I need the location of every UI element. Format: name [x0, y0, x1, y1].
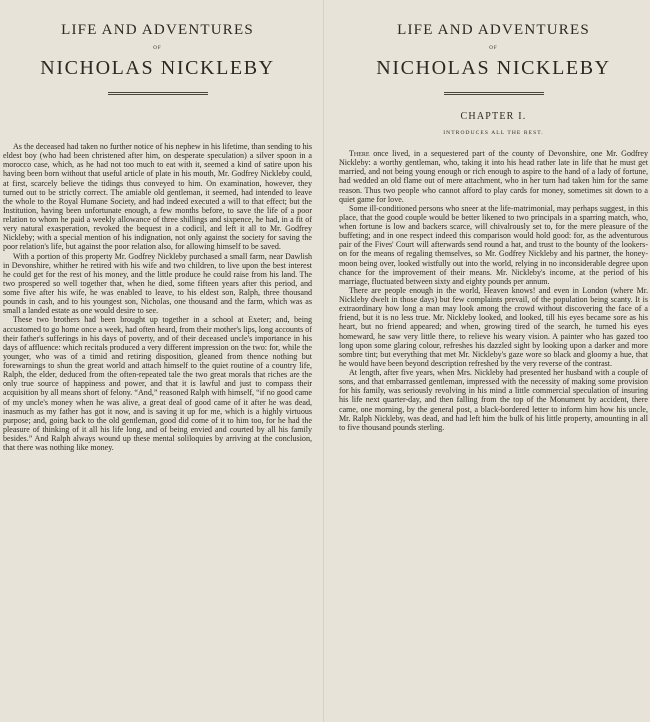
title-rule	[108, 92, 208, 95]
right-page-body	[339, 149, 648, 432]
page-gutter	[323, 0, 324, 722]
running-title: LIFE AND ADVENTURES	[397, 22, 590, 38]
opening-paragraph-text: once lived, in a sequestered part of the county of Devonshire, one Mr. Godfrey Nickleby: a worthy gentleman, who, taking it into his head rather late in life that he must get married, and not being young enough or rich enough to aspire to the hand of a lady of fortune, had wedded an old flame out of mere attachment, who in her turn had taken him for the same reason. Thus two people who cannot afford to play cards for money, sometimes sit down to a quiet game for love.	[339, 149, 648, 204]
chapter-subtitle: INTRODUCES ALL THE REST.	[443, 130, 544, 136]
left-page-body	[3, 142, 312, 452]
opening-word: There	[349, 149, 370, 158]
paragraph: Some ill-conditioned persons who sneer at the life-matrimonial, may perhaps suggest, in this place, that the good couple would be better likened to two principals in a sparring match, who, when fortune is low and backers scarce, will chivalrously set to, for the mere pleasure of the buffeting; and in one respect indeed this comparison would hold good: for, as the adventurous pair of the Fives' Court will afterwards send round a hat, and trust to the bounty of the lookers-on for the means of regaling themselves, so Mr. Godfrey Nickleby and his partner, the honey-moon being over, looked wistfully out into the world, relying in no inconsiderable degree upon chance for the improvement of their means. Mr. Nickleby's income, at the period of his marriage, fluctuated between sixty and eighty pounds per annum.	[339, 203, 648, 286]
running-title: LIFE AND ADVENTURES	[61, 22, 254, 38]
left-page	[3, 0, 312, 722]
paragraph: These two brothers had been brought up together in a school at Exeter; and, being accustomed to go home once a week, had often heard, from their mother's lips, long accounts of their father's sufferings in his days of poverty, and of their deceased uncle's importance in his days of affluence: which recitals produced a very different impression on the two: for, while the younger, who was of a timid and retiring disposition, gleaned from thence nothing but forewarnings to shun the great world and attach himself to the quiet routine of a country life, Ralph, the elder, deduced from the often-repeated tale the two great morals that riches are the only true source of happiness and power, and that it is lawful and just to compass their acquisition by all means short of felony. “And,” reasoned Ralph with himself, “if no good came of my uncle's money when he was alive, a great deal of good came of it after he was dead, inasmuch as my father has got it now, and is saving it up for me, which is a highly virtuous purpose; and, going back to the old gentleman, good did come of it to him too, for he had the pleasure of thinking of it all his life long, and of being envied and courted by all his family besides.” And Ralph always wound up these mental soliloquies by arriving at the conclusion, that there was nothing like money.	[3, 315, 312, 453]
paragraph: At length, after five years, when Mrs. Nickleby had presented her husband with a couple of sons, and that embarrassed gentleman, impressed with the necessity of making some provision for his family, was seriously revolving in his mind a little commercial speculation of insuring his life next quarter-day, and then falling from the top of the Monument by accident, there came, one morning, by the general post, a black-bordered letter to inform him how his uncle, Mr. Ralph Nickleby, was dead, and had left him the bulk of his little property, amounting in all to five thousand pounds sterling.	[339, 368, 648, 432]
opening-paragraph	[339, 149, 648, 204]
title-rule	[444, 92, 544, 95]
paragraph: There are people enough in the world, Heaven knows! and even in London (where Mr. Nickleby dwelt in those days) but few complaints prevail, of the population being scanty. It is extraordinary how long a man may look among the crowd without discovering the face of a friend, but it is no less true. Mr. Nickleby looked, and looked, till his eyes became sore as his heart, but no friend appeared; and when, growing tired of the search, he turned his eyes homeward, he saw very little there, to relieve his weary vision. A painter who has gazed too long upon some glaring colour, refreshes his dazzled sight by looking upon a darker and more sombre tint; but everything that met Mr. Nickleby's gaze wore so black and gloomy a hue, that he would have been beyond description refreshed by the very reverse of the contrast.	[339, 285, 648, 368]
running-title-name: NICHOLAS NICKLEBY	[376, 57, 611, 79]
right-page	[339, 0, 648, 722]
paragraph: As the deceased had taken no further notice of his nephew in his lifetime, than sending to his eldest boy (who had been christened after him, on desperate speculation) a silver spoon in a morocco case, which, as he had not too much to eat with it, seemed a kind of satire upon his having been born without that useful article of plate in his mouth, Mr. Godfrey Nickleby could, at first, scarcely believe the tidings thus conveyed to him. On examination, however, they turned out to be strictly correct. The amiable old gentleman, it seemed, had intended to leave the whole to the Royal Humane Society, and had indeed executed a will to that effect; but the Institution, having been unfortunate enough, a few months before, to save the life of a poor relation to whom he paid a weekly allowance of three shillings and sixpence, he had, in a fit of very natural exasperation, revoked the bequest in a codicil, and left it all to Mr. Godfrey Nickleby; with a special mention of his indignation, not only against the society for saving the poor relation's life, but against the poor relation also, for allowing himself to be saved.	[3, 142, 312, 252]
running-title-of: OF	[489, 46, 498, 51]
running-title-name: NICHOLAS NICKLEBY	[40, 57, 275, 79]
paragraph: With a portion of this property Mr. Godfrey Nickleby purchased a small farm, near Dawlish in Devonshire, whither he retired with his wife and two children, to live upon the best interest he could get for the rest of his money, and the little produce he could raise from his land. The two prospered so well together that, when he died, some fifteen years after this period, and some five after his wife, he was enabled to leave, to his eldest son, Ralph, three thousand pounds in cash, and to his youngest son, Nicholas, one thousand and the farm, which was as small a landed estate as one would desire to see.	[3, 251, 312, 316]
running-title-of: OF	[153, 46, 162, 51]
chapter-number: CHAPTER I.	[460, 111, 527, 122]
